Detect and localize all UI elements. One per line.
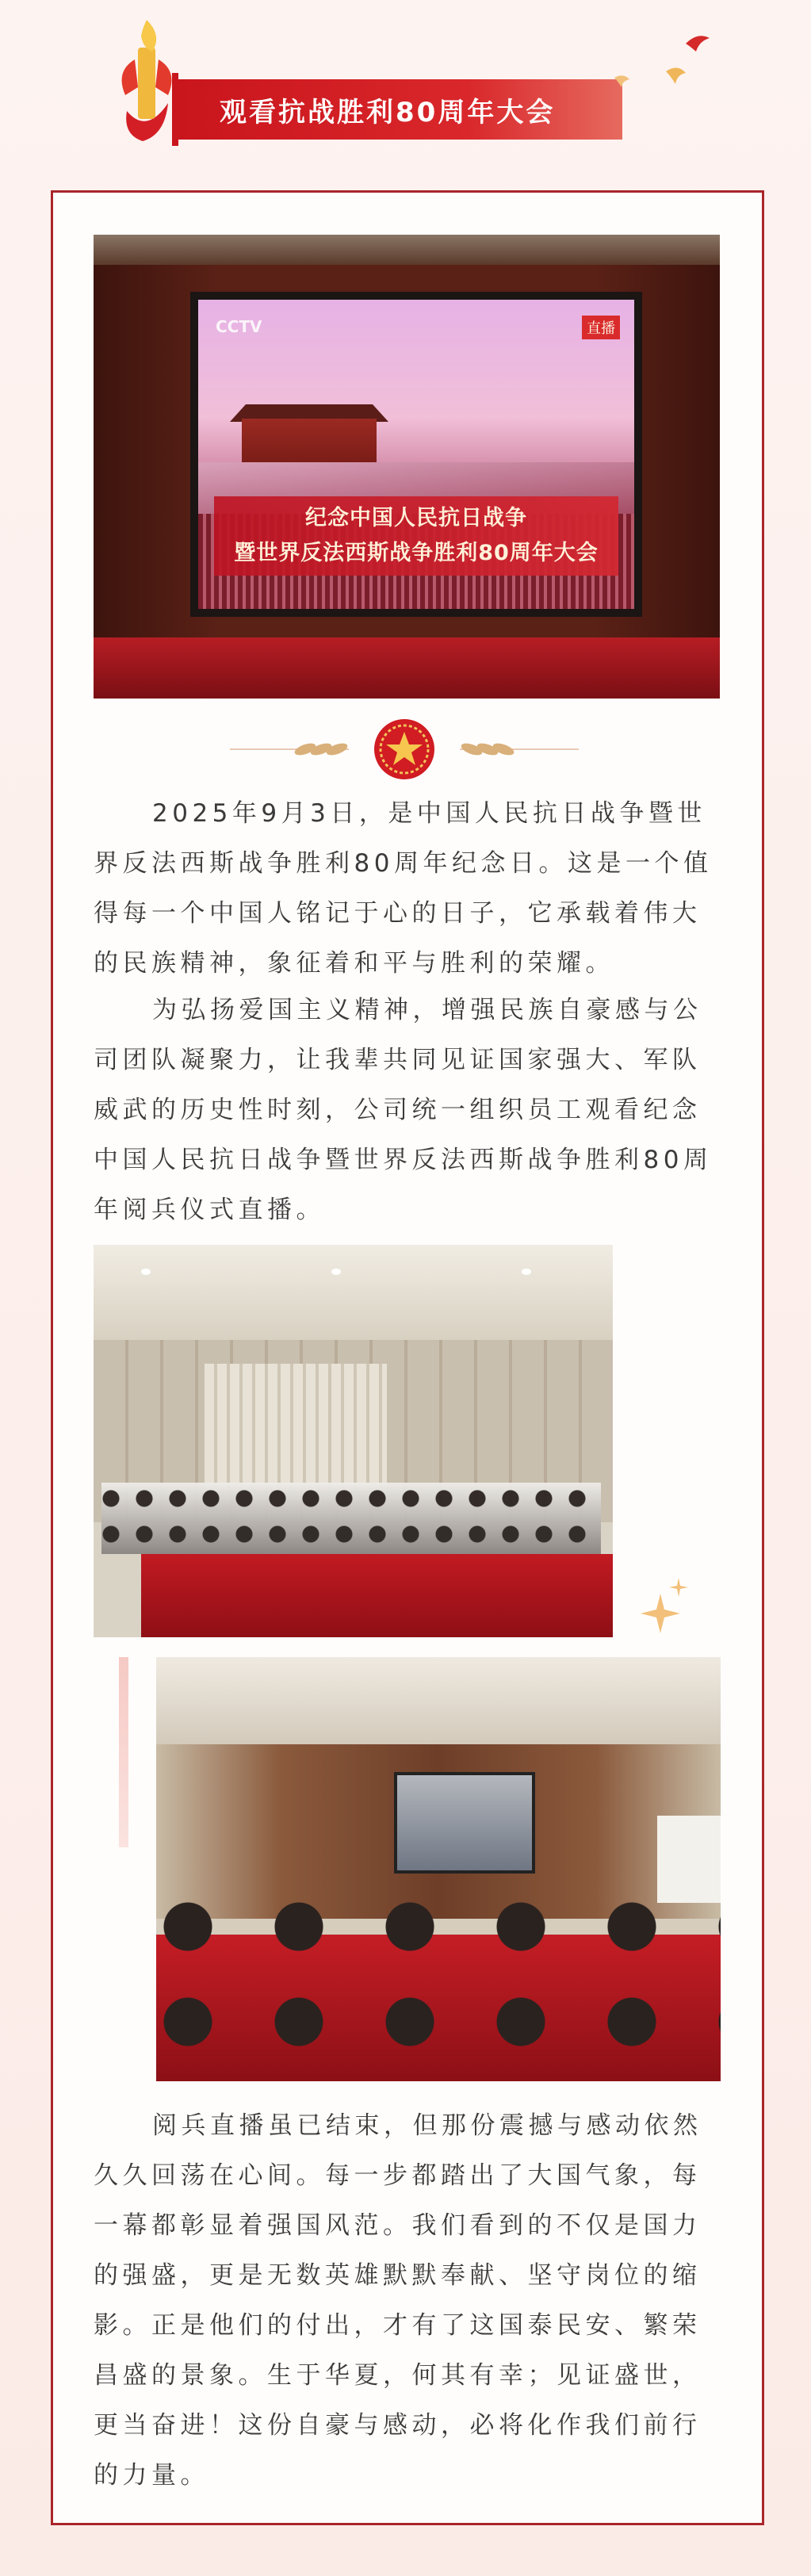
header [0,0,811,174]
photo-ceiling [94,1245,613,1340]
ceiling-light [522,1269,531,1275]
paragraph-intro: 2025年9月3日，是中国人民抗日战争暨世界反法西斯战争胜利80周年纪念日。这是一个值得每一个中国人铭记于心的日子，它承载着伟大的民族精神，象征着和平与胜利的荣耀。 [94,799,713,978]
ceiling-light [141,1269,151,1275]
photo-ceiling [94,235,720,265]
emblem-divider-icon [230,718,579,781]
window-curtains [205,1364,387,1491]
decorative-bar [119,1657,128,1847]
live-badge: 直播 [582,316,620,339]
broadcast-screen-photo [94,235,720,699]
seated-staff [101,1483,601,1554]
wall-screen [394,1772,535,1874]
page-title: 观看抗战胜利80周年大会 [178,79,622,140]
red-tables [141,1554,613,1637]
red-table [94,637,720,699]
torch-icon [119,16,174,143]
channel-logo: CCTV [216,317,262,336]
broadcast-caption-line2: 暨世界反法西斯战争胜利80周年大会 [234,541,599,565]
paragraph-event: 为弘扬爱国主义精神，增强民族自豪感与公司团队凝聚力，让我辈共同见证国家强大、军队威武的历史性时刻，公司统一组织员工观看纪念中国人民抗日战争暨世界反法西斯战争胜利80周年阅兵仪式直播。 [94,996,713,1224]
tv-screen [190,292,642,617]
paragraph-reflection: 阅兵直播虽已结束，但那份震撼与感动依然久久回荡在心间。每一步都踏出了大国气象，每一幕都彰显着强国风范。我们看到的不仅是国力的强盛，更是无数英雄默默奉献、坚守岗位的缩影。正是他们的付出，才有了这国泰民安、繁荣昌盛的景象。生于华夏，何其有幸；见证盛世，更当奋进！这份自豪与感动，必将化作我们前行的力量。 [94,2111,702,2490]
ceiling-light [331,1269,341,1275]
audience-photo-back [156,1657,721,2081]
whiteboard [657,1816,721,1903]
audience-heads [156,1895,721,2081]
broadcast-caption [214,496,618,576]
broadcast-caption-line1: 纪念中国人民抗日战争 [305,506,527,530]
audience-photo-front [94,1245,613,1637]
photo-ceiling [156,1657,721,1744]
flying-birds-icon [610,16,713,119]
sparkle-icon [641,1578,688,1633]
tiananmen-gate [242,419,377,462]
